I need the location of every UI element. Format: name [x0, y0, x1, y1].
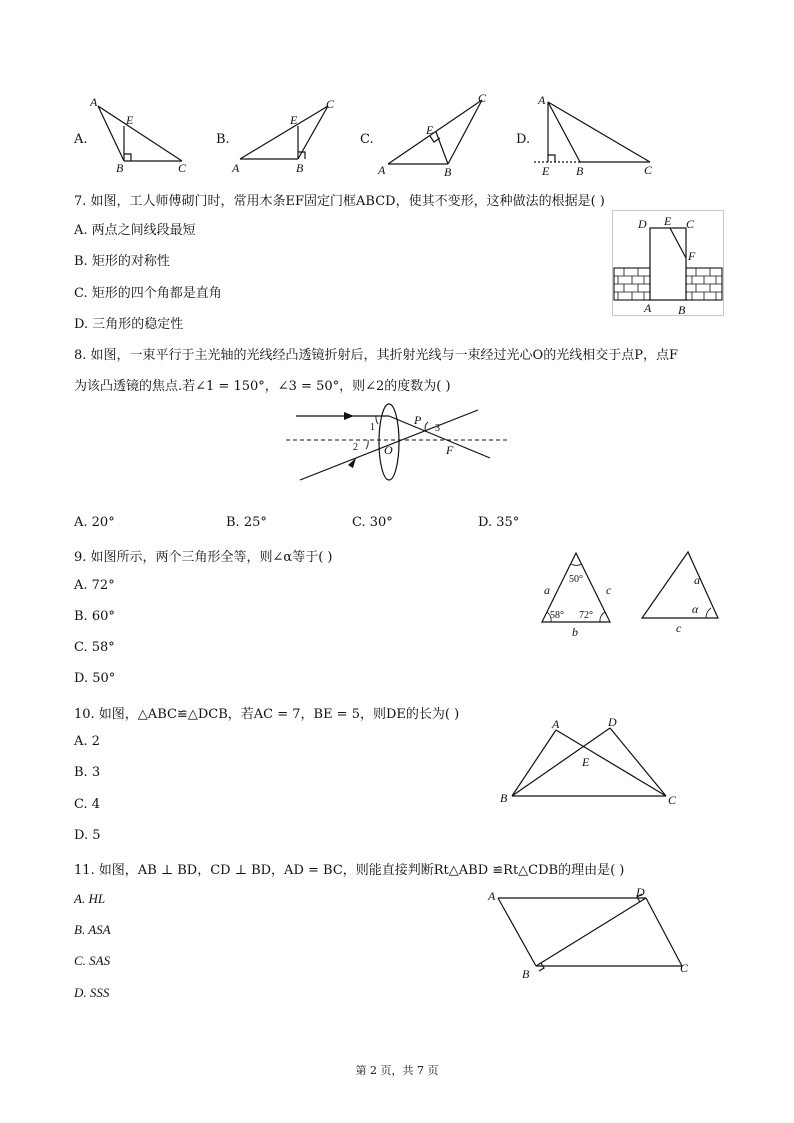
q9-triangles-figure	[530, 548, 730, 643]
q6a-label-c: C	[178, 161, 187, 175]
q8-label-1: 1	[370, 422, 375, 433]
q6a-label-e: E	[126, 113, 134, 127]
q6a-label-a: A	[90, 95, 98, 109]
q6-figure-a	[90, 95, 200, 175]
q9-label-72: 72°	[579, 610, 593, 621]
q10-label-c: C	[668, 793, 677, 807]
q10-option-c: C. 4	[74, 797, 101, 812]
q11-option-a: A. HL	[74, 891, 106, 906]
q7-label-a: A	[644, 301, 652, 315]
q9-option-d: D. 50°	[74, 671, 116, 686]
page-footer: 第 2 页，共 7 页	[355, 1064, 439, 1077]
q10-label-a: A	[552, 717, 560, 731]
q6-option-a: A.	[74, 132, 88, 147]
q6d-label-b: B	[576, 164, 584, 178]
q6d-label-a: A	[538, 93, 546, 107]
q9-label-c: c	[606, 583, 612, 597]
q9-label-b: b	[572, 625, 578, 639]
q8-stem-line1: 8. 如图，一束平行于主光轴的光线经凸透镜折射后，其折射光线与一束经过光心O的光线相交于点P，点F	[74, 348, 678, 363]
q10-label-b: B	[500, 791, 508, 805]
q7-option-b: B. 矩形的对称性	[74, 254, 170, 269]
q7-door-figure	[612, 210, 724, 316]
q7-label-e: E	[664, 214, 672, 228]
q9-label-a2: a	[694, 573, 700, 587]
q6d-label-e: E	[542, 164, 550, 178]
q10-option-b: B. 3	[74, 765, 101, 780]
q9-label-alpha: α	[692, 602, 699, 616]
q9-option-c: C. 58°	[74, 640, 115, 655]
q6a-label-b: B	[116, 161, 124, 175]
q8-label-f: F	[446, 443, 454, 457]
q8-stem-line2: 为该凸透镜的焦点.若∠1 = 150°，∠3 = 50°，则∠2的度数为( )	[74, 379, 451, 394]
q8-label-3: 3	[435, 423, 440, 434]
q8-option-c: C. 30°	[352, 515, 393, 530]
q6-figure-d	[532, 92, 662, 178]
q11-label-d: D	[636, 885, 645, 899]
q7-option-d: D. 三角形的稳定性	[74, 317, 184, 332]
q6b-label-b: B	[296, 161, 304, 175]
q6c-label-c: C	[478, 91, 487, 105]
q9-label-50: 50°	[569, 574, 583, 585]
q7-option-a: A. 两点之间线段最短	[74, 223, 196, 238]
q11-option-d: D. SSS	[74, 985, 110, 1000]
q9-label-58: 58°	[550, 610, 564, 621]
q6d-label-c: C	[644, 163, 653, 177]
q11-figure	[486, 884, 696, 980]
q7-label-f: F	[688, 249, 696, 263]
q11-label-b: B	[522, 967, 530, 981]
q6c-label-e: E	[426, 123, 434, 137]
q9-label-a: a	[544, 583, 550, 597]
q11-option-c: C. SAS	[74, 953, 111, 968]
q10-option-d: D. 5	[74, 828, 101, 843]
q9-option-b: B. 60°	[74, 609, 115, 624]
q9-option-a: A. 72°	[74, 578, 115, 593]
q6-figure-b	[232, 96, 342, 175]
q6b-label-a: A	[232, 161, 240, 175]
q6c-label-b: B	[444, 165, 452, 179]
q8-option-d: D. 35°	[478, 515, 520, 530]
q9-label-c2: c	[676, 621, 682, 635]
q7-label-d: D	[638, 217, 647, 231]
q10-label-d: D	[608, 715, 617, 729]
q6-option-d: D.	[516, 132, 531, 147]
q6-option-b: B.	[216, 132, 230, 147]
q9-stem: 9. 如图所示，两个三角形全等，则∠α等于( )	[74, 550, 333, 565]
q8-label-o: O	[384, 443, 393, 457]
q11-label-a: A	[488, 889, 496, 903]
q10-stem: 10. 如图，△ABC≌△DCB，若AC = 7，BE = 5，则DE的长为( )	[74, 707, 460, 722]
q7-option-c: C. 矩形的四个角都是直角	[74, 286, 222, 301]
q8-label-2: 2	[353, 442, 358, 453]
q11-option-b: B. ASA	[74, 922, 111, 937]
q6b-label-c: C	[326, 97, 335, 111]
q8-option-a: A. 20°	[74, 515, 115, 530]
q8-lens-figure	[286, 402, 512, 484]
q6c-label-a: A	[378, 163, 386, 177]
q7-label-c: C	[686, 217, 695, 231]
q11-stem: 11. 如图，AB ⊥ BD，CD ⊥ BD，AD = BC，则能直接判断Rt△ABD ≌Rt△CDB的理由是( )	[74, 863, 625, 878]
q10-option-a: A. 2	[74, 734, 100, 749]
q6-figure-c	[378, 91, 498, 179]
q7-label-b: B	[678, 303, 686, 317]
q8-label-p: P	[414, 413, 422, 427]
q7-stem: 7. 如图，工人师傅砌门时，常用木条EF固定门框ABCD，使其不变形，这种做法的根据是( )	[74, 194, 605, 209]
q6b-label-e: E	[290, 113, 298, 127]
q11-label-c: C	[680, 961, 689, 975]
q8-option-b: B. 25°	[226, 515, 267, 530]
q10-figure	[498, 716, 688, 808]
q10-label-e: E	[582, 755, 590, 769]
q6-option-c: C.	[360, 132, 374, 147]
